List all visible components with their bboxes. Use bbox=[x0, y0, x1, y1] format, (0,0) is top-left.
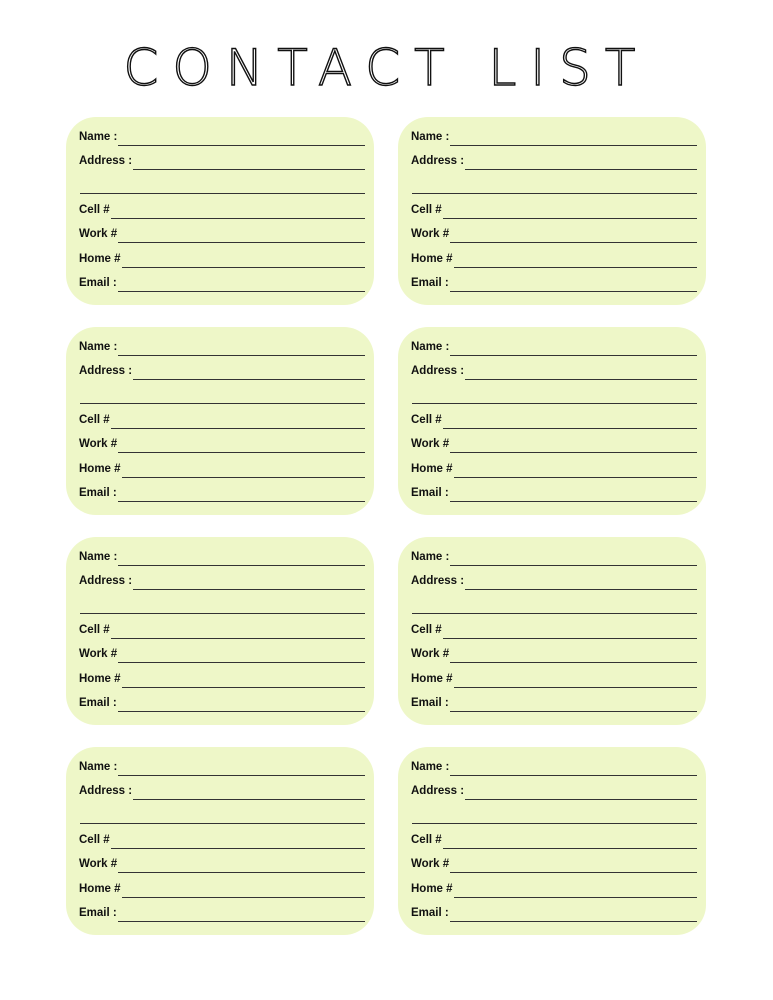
email-field-line[interactable] bbox=[118, 290, 365, 292]
home-field-line[interactable] bbox=[122, 896, 365, 898]
work-label: Work # bbox=[79, 438, 118, 450]
work-label: Work # bbox=[411, 858, 450, 870]
cell-row bbox=[79, 619, 365, 639]
name-field-line[interactable] bbox=[118, 354, 365, 356]
address-field-line[interactable] bbox=[465, 588, 697, 590]
cell-label: Cell # bbox=[79, 624, 110, 636]
home-row bbox=[411, 668, 697, 688]
email-field-line[interactable] bbox=[118, 500, 365, 502]
work-row bbox=[79, 433, 365, 453]
email-field-line[interactable] bbox=[450, 710, 697, 712]
home-label: Home # bbox=[79, 673, 121, 685]
address-field-line[interactable] bbox=[465, 378, 697, 380]
address-line-2-row bbox=[79, 804, 365, 824]
contact-card-8 bbox=[398, 747, 706, 935]
contact-card-3 bbox=[66, 327, 374, 515]
email-label: Email : bbox=[79, 487, 117, 499]
home-field-line[interactable] bbox=[454, 266, 697, 268]
email-label: Email : bbox=[79, 277, 117, 289]
work-field-line[interactable] bbox=[118, 241, 365, 243]
home-field-line[interactable] bbox=[454, 896, 697, 898]
cell-label: Cell # bbox=[79, 414, 110, 426]
address-label: Address : bbox=[79, 785, 133, 797]
address-label: Address : bbox=[79, 575, 133, 587]
email-row bbox=[79, 692, 365, 712]
email-field-line[interactable] bbox=[450, 290, 697, 292]
contact-card-6 bbox=[398, 537, 706, 725]
work-label: Work # bbox=[79, 648, 118, 660]
home-row bbox=[411, 878, 697, 898]
home-row bbox=[79, 668, 365, 688]
address-label: Address : bbox=[79, 365, 133, 377]
cell-row bbox=[411, 619, 697, 639]
address-field-line[interactable] bbox=[133, 378, 365, 380]
cell-field-line[interactable] bbox=[443, 427, 697, 429]
work-label: Work # bbox=[411, 648, 450, 660]
address-line-2-row bbox=[411, 594, 697, 614]
cell-field-line[interactable] bbox=[111, 847, 365, 849]
cell-row bbox=[79, 409, 365, 429]
address-field-line-2[interactable] bbox=[80, 612, 365, 614]
home-label: Home # bbox=[411, 673, 453, 685]
email-row bbox=[411, 902, 697, 922]
email-field-line[interactable] bbox=[118, 920, 365, 922]
work-row bbox=[411, 223, 697, 243]
home-row bbox=[411, 458, 697, 478]
email-row bbox=[411, 482, 697, 502]
cell-label: Cell # bbox=[79, 834, 110, 846]
work-label: Work # bbox=[411, 438, 450, 450]
name-field-line[interactable] bbox=[118, 774, 365, 776]
email-label: Email : bbox=[79, 697, 117, 709]
work-field-line[interactable] bbox=[450, 871, 697, 873]
cell-row bbox=[411, 199, 697, 219]
home-label: Home # bbox=[411, 883, 453, 895]
email-row bbox=[79, 482, 365, 502]
address-row bbox=[411, 570, 697, 590]
name-row bbox=[79, 546, 365, 566]
work-row bbox=[411, 643, 697, 663]
work-field-line[interactable] bbox=[118, 871, 365, 873]
email-field-line[interactable] bbox=[450, 500, 697, 502]
home-field-line[interactable] bbox=[122, 686, 365, 688]
work-label: Work # bbox=[411, 228, 450, 240]
address-row bbox=[411, 360, 697, 380]
name-label: Name : bbox=[79, 341, 118, 353]
address-line-2-row bbox=[411, 174, 697, 194]
address-row bbox=[79, 150, 365, 170]
name-field-line[interactable] bbox=[118, 144, 365, 146]
address-line-2-row bbox=[411, 384, 697, 404]
work-label: Work # bbox=[79, 228, 118, 240]
name-row bbox=[79, 336, 365, 356]
home-field-line[interactable] bbox=[122, 476, 365, 478]
contact-card-1 bbox=[66, 117, 374, 305]
home-label: Home # bbox=[411, 253, 453, 265]
cell-row bbox=[79, 829, 365, 849]
home-label: Home # bbox=[79, 883, 121, 895]
home-row bbox=[411, 248, 697, 268]
name-label: Name : bbox=[79, 551, 118, 563]
name-field-line[interactable] bbox=[450, 564, 697, 566]
cell-field-line[interactable] bbox=[111, 637, 365, 639]
name-field-line[interactable] bbox=[450, 774, 697, 776]
cell-row bbox=[411, 829, 697, 849]
address-field-line-2[interactable] bbox=[80, 192, 365, 194]
email-field-line[interactable] bbox=[450, 920, 697, 922]
email-field-line[interactable] bbox=[118, 710, 365, 712]
name-row bbox=[411, 546, 697, 566]
address-field-line-2[interactable] bbox=[412, 612, 697, 614]
address-label: Address : bbox=[411, 575, 465, 587]
name-row bbox=[411, 126, 697, 146]
address-row bbox=[411, 780, 697, 800]
email-row bbox=[411, 272, 697, 292]
contact-card-4 bbox=[398, 327, 706, 515]
cell-field-line[interactable] bbox=[111, 427, 365, 429]
address-field-line[interactable] bbox=[133, 588, 365, 590]
work-label: Work # bbox=[79, 858, 118, 870]
address-line-2-row bbox=[79, 174, 365, 194]
name-field-line[interactable] bbox=[450, 144, 697, 146]
work-row bbox=[79, 853, 365, 873]
cell-label: Cell # bbox=[411, 834, 442, 846]
name-row bbox=[79, 756, 365, 776]
address-label: Address : bbox=[79, 155, 133, 167]
home-label: Home # bbox=[411, 463, 453, 475]
work-row bbox=[79, 643, 365, 663]
cell-row bbox=[411, 409, 697, 429]
home-label: Home # bbox=[79, 463, 121, 475]
work-field-line[interactable] bbox=[118, 661, 365, 663]
address-field-line-2[interactable] bbox=[80, 822, 365, 824]
work-field-line[interactable] bbox=[450, 241, 697, 243]
cell-label: Cell # bbox=[411, 624, 442, 636]
address-line-2-row bbox=[79, 384, 365, 404]
contact-card-7 bbox=[66, 747, 374, 935]
email-label: Email : bbox=[79, 907, 117, 919]
address-row bbox=[79, 570, 365, 590]
work-row bbox=[411, 853, 697, 873]
email-row bbox=[79, 272, 365, 292]
home-field-line[interactable] bbox=[454, 686, 697, 688]
name-row bbox=[411, 756, 697, 776]
email-row bbox=[411, 692, 697, 712]
email-label: Email : bbox=[411, 697, 449, 709]
home-row bbox=[79, 458, 365, 478]
cell-field-line[interactable] bbox=[443, 847, 697, 849]
contact-card-5 bbox=[66, 537, 374, 725]
cell-label: Cell # bbox=[79, 204, 110, 216]
name-label: Name : bbox=[411, 551, 450, 563]
address-field-line[interactable] bbox=[133, 798, 365, 800]
address-field-line[interactable] bbox=[133, 168, 365, 170]
name-label: Name : bbox=[411, 341, 450, 353]
name-field-line[interactable] bbox=[450, 354, 697, 356]
name-row bbox=[79, 126, 365, 146]
address-row bbox=[79, 360, 365, 380]
cell-label: Cell # bbox=[411, 204, 442, 216]
address-field-line[interactable] bbox=[465, 168, 697, 170]
work-row bbox=[79, 223, 365, 243]
name-label: Name : bbox=[79, 761, 118, 773]
address-row bbox=[79, 780, 365, 800]
email-row bbox=[79, 902, 365, 922]
page-title: CONTACT LIST bbox=[123, 39, 650, 97]
name-row bbox=[411, 336, 697, 356]
name-label: Name : bbox=[411, 131, 450, 143]
address-field-line-2[interactable] bbox=[412, 822, 697, 824]
email-label: Email : bbox=[411, 487, 449, 499]
home-row bbox=[79, 248, 365, 268]
cell-field-line[interactable] bbox=[443, 637, 697, 639]
address-field-line-2[interactable] bbox=[80, 402, 365, 404]
name-field-line[interactable] bbox=[118, 564, 365, 566]
address-line-2-row bbox=[79, 594, 365, 614]
address-line-2-row bbox=[411, 804, 697, 824]
address-field-line-2[interactable] bbox=[412, 402, 697, 404]
work-row bbox=[411, 433, 697, 453]
address-row bbox=[411, 150, 697, 170]
address-label: Address : bbox=[411, 365, 465, 377]
address-label: Address : bbox=[411, 155, 465, 167]
name-label: Name : bbox=[79, 131, 118, 143]
cell-field-line[interactable] bbox=[443, 217, 697, 219]
email-label: Email : bbox=[411, 277, 449, 289]
cell-label: Cell # bbox=[411, 414, 442, 426]
cell-field-line[interactable] bbox=[111, 217, 365, 219]
work-field-line[interactable] bbox=[450, 661, 697, 663]
work-field-line[interactable] bbox=[450, 451, 697, 453]
cell-row bbox=[79, 199, 365, 219]
home-field-line[interactable] bbox=[454, 476, 697, 478]
home-row bbox=[79, 878, 365, 898]
work-field-line[interactable] bbox=[118, 451, 365, 453]
address-field-line-2[interactable] bbox=[412, 192, 697, 194]
name-label: Name : bbox=[411, 761, 450, 773]
home-field-line[interactable] bbox=[122, 266, 365, 268]
address-label: Address : bbox=[411, 785, 465, 797]
home-label: Home # bbox=[79, 253, 121, 265]
contact-card-2 bbox=[398, 117, 706, 305]
email-label: Email : bbox=[411, 907, 449, 919]
address-field-line[interactable] bbox=[465, 798, 697, 800]
